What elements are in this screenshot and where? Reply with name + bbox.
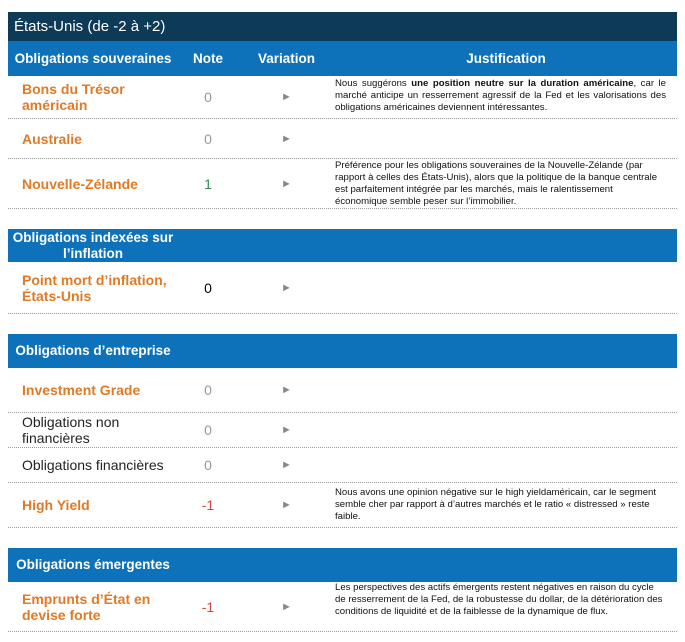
- section-header-souveraines: [8, 41, 677, 76]
- play-arrow-icon: ►: [281, 281, 292, 294]
- play-arrow-icon: ►: [281, 91, 292, 103]
- play-arrow-icon: ►: [281, 384, 292, 396]
- row-label: Obligations financières: [22, 457, 164, 473]
- table-row: [8, 413, 677, 448]
- section-header-indexees: [8, 229, 677, 262]
- row-label: High Yield: [22, 497, 90, 513]
- column-header-justification: Justification: [466, 50, 546, 66]
- row-justification: Nous suggérons une position neutre sur la duration américaine, car le marché anticipe un resserrement agressif de la Fed et les valorisations des obligations américaines deviennent intéressantes.: [335, 78, 667, 113]
- row-label: Point mort d’inflation, États-Unis: [22, 271, 167, 304]
- column-header-note: Note: [193, 50, 223, 66]
- row-justification: Les perspectives des actifs émergents restent négatives en raison du cycle de resserrement de la Fed, de la robustesse du dollar, de la détérioration des conditions de liquidité et de la faiblesse de la dynamique de flux.: [335, 582, 663, 617]
- table-row: [8, 119, 677, 159]
- row-note: 0: [204, 382, 212, 398]
- section-label: Obligations souveraines: [14, 50, 172, 66]
- table-row: [8, 448, 677, 483]
- row-note: -1: [201, 598, 215, 615]
- row-justification: Nous avons une opinion négative sur le high yieldaméricain, car le segment semble cher par rapport à d’autres marchés et le ratio « distressed » reste faible.: [335, 487, 657, 522]
- table-row: [8, 159, 677, 209]
- play-arrow-icon: ►: [281, 459, 292, 471]
- table-row: [8, 368, 677, 413]
- table-title: États-Unis (de -2 à +2): [8, 12, 677, 41]
- row-note: -1: [201, 497, 215, 513]
- row-label: Bons du Trésor américain: [22, 81, 125, 113]
- row-label: Obligations non financières: [22, 414, 120, 446]
- row-label: Nouvelle-Zélande: [22, 175, 138, 192]
- column-header-variation: Variation: [257, 50, 316, 66]
- table-row: [8, 262, 677, 314]
- row-note: 0: [204, 457, 212, 473]
- row-note: 0: [204, 130, 212, 147]
- row-note: 0: [204, 89, 212, 105]
- section-label: Obligations indexées sur l’inflation: [12, 229, 174, 261]
- row-justification: Préférence pour les obligations souveraines de la Nouvelle-Zélande (par rapport à celles des États-Unis), alors que la politique de la banque centrale est parfaitement intégrée par les marchés, mais le ralentissement économique semble peser sur l’immobilier.: [335, 160, 658, 207]
- play-arrow-icon: ►: [281, 600, 292, 613]
- section-label: Obligations émergentes: [16, 557, 170, 572]
- play-arrow-icon: ►: [281, 499, 292, 511]
- row-label: Emprunts d’État en devise forte: [22, 590, 151, 623]
- row-note: 0: [204, 422, 212, 438]
- row-label: Investment Grade: [22, 382, 141, 398]
- row-note: 0: [204, 279, 212, 296]
- table-row: [8, 582, 677, 632]
- play-arrow-icon: ►: [281, 424, 292, 436]
- row-label: Australie: [22, 130, 82, 147]
- section-header-emergentes: [8, 548, 677, 582]
- play-arrow-icon: ►: [281, 177, 292, 190]
- section-header-entreprise: [8, 334, 677, 368]
- table-row: [8, 483, 677, 528]
- section-label: Obligations d’entreprise: [15, 343, 171, 358]
- row-note: 1: [204, 175, 212, 192]
- table-row: [8, 76, 677, 119]
- play-arrow-icon: ►: [281, 132, 292, 145]
